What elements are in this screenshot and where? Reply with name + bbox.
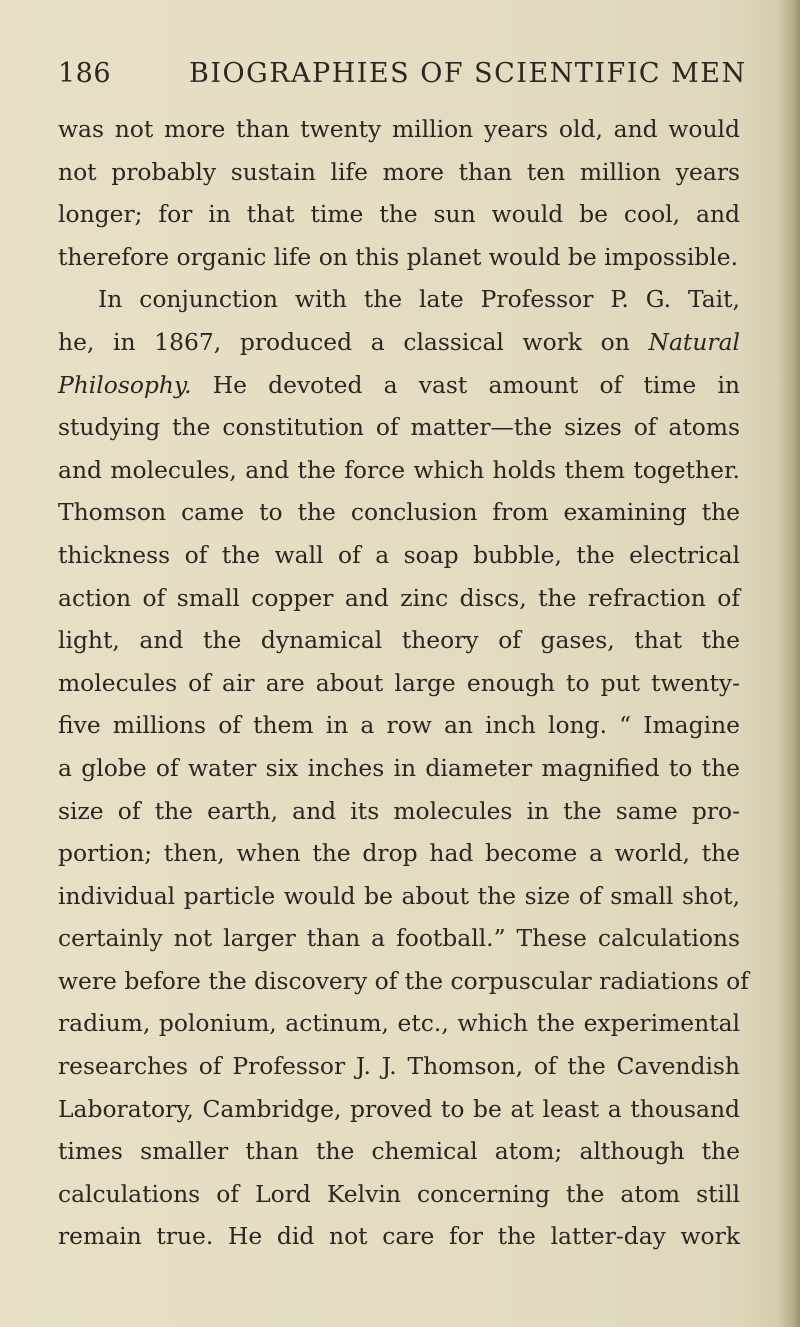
text-line: studying the constitution of matter—the sizes of atoms	[58, 413, 740, 442]
text-line: were before the discovery of the corpuscular radiations of	[58, 966, 749, 995]
text-line: therefore organic life on this planet would be impossible.	[58, 242, 739, 271]
text-line	[58, 364, 740, 407]
text-line: certainly not larger than a football.” These calculations	[58, 924, 740, 953]
text-line: longer; for in that time the sun would be cool, and	[58, 200, 740, 229]
text-line: researches of Professor J. J. Thomson, of the Cavendish	[58, 1052, 740, 1081]
page-header	[58, 58, 758, 98]
text-line: a globe of water six inches in diameter magnified to the	[58, 753, 740, 782]
text-line: times smaller than the chemical atom; although the	[58, 1137, 740, 1166]
text-fragment: he, in 1867, produced a classical work on	[58, 327, 630, 356]
page-number: 186	[58, 58, 112, 89]
text-line: remain true. He did not care for the latter-day work	[58, 1222, 740, 1251]
text-line: individual particle would be about the size of small shot,	[58, 881, 740, 910]
text-line: size of the earth, and its molecules in the same pro-	[58, 796, 740, 825]
text-line: calculations of Lord Kelvin concerning the atom still	[58, 1179, 740, 1208]
text-line: radium, polonium, actinum, etc., which the experimental	[58, 1009, 740, 1038]
running-head: BIOGRAPHIES OF SCIENTIFIC MEN	[189, 58, 747, 89]
text-line: molecules of air are about large enough to put twenty-	[58, 668, 740, 697]
text-line: not probably sustain life more than ten million years	[58, 157, 740, 186]
text-line: thickness of the wall of a soap bubble, the electrical	[58, 540, 740, 569]
text-line: five millions of them in a row an inch long. “ Imagine	[58, 711, 740, 740]
text-line: In conjunction with the late Professor P. G. Tait,	[98, 285, 740, 314]
text-line: light, and the dynamical theory of gases, that the	[58, 626, 740, 655]
page-edge-shadow	[778, 0, 800, 1327]
text-line: Laboratory, Cambridge, proved to be at least a thousand	[58, 1094, 740, 1123]
text-fragment: He devoted a vast amount of time in	[191, 370, 740, 399]
text-line: Thomson came to the conclusion from examining the	[58, 498, 740, 527]
text-line: portion; then, when the drop had become a world, the	[58, 839, 740, 868]
italic-title: Natural	[648, 327, 740, 356]
italic-title: Philosophy.	[58, 370, 192, 399]
body-text	[58, 108, 749, 1258]
text-line: and molecules, and the force which holds them together.	[58, 455, 740, 484]
text-line	[58, 321, 740, 364]
text-line: was not more than twenty million years old, and would	[58, 115, 740, 143]
text-line: action of small copper and zinc discs, the refraction of	[58, 583, 740, 612]
